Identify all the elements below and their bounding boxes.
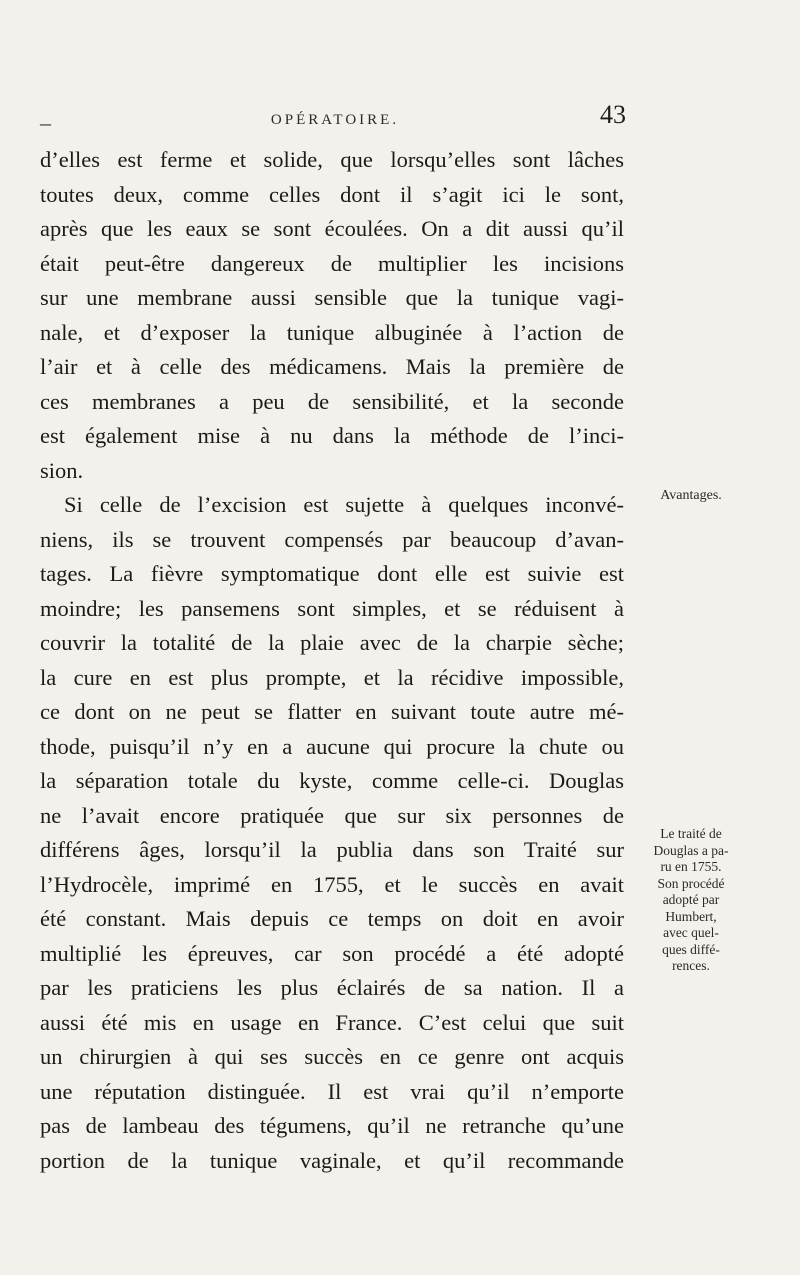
text-line: une réputation distinguée. Il est vrai qu’il n’emporte <box>40 1078 624 1104</box>
text-line: niens, ils se trouvent compensés par beaucoup d’avan- <box>40 526 624 552</box>
text-line: multiplié les épreuves, car son procédé a été adopté <box>40 940 624 966</box>
text-line: portion de la tunique vaginale, et qu’il recommande <box>40 1147 624 1173</box>
text-line: nale, et d’exposer la tunique albuginée à l’action de <box>40 319 624 345</box>
page-number: 43 <box>600 100 626 129</box>
text-line: d’elles est ferme et solide, que lorsqu’elles sont lâches <box>40 147 624 172</box>
text-line: ce dont on ne peut se flatter en suivant toute autre mé- <box>40 699 624 724</box>
text-line: un chirurgien à qui ses succès en ce genre ont acquis <box>40 1044 624 1069</box>
text-line: thode, puisqu’il n’y en a aucune qui procure la chute ou <box>40 733 624 759</box>
text-line: couvrir la totalité de la plaie avec de la charpie sèche; <box>40 630 624 655</box>
paragraph-start-line: Si celle de l’excision est sujette à quelques inconvé- <box>64 492 624 517</box>
text-line: était peut-être dangereux de multiplier les incisions <box>40 250 624 276</box>
text-line: moindre; les pansemens sont simples, et se réduisent à <box>40 595 624 621</box>
margin-note-line: avec quel- <box>663 925 719 940</box>
text-line: la cure en est plus prompte, et la récidive impossible, <box>40 664 624 690</box>
text-line: toutes deux, comme celles dont il s’agit ici le sont, <box>40 181 624 207</box>
text-line: la séparation totale du kyste, comme celle-ci. Douglas <box>40 768 624 793</box>
margin-note-douglas <box>636 826 746 975</box>
text-line: l’air et à celle des médicamens. Mais la première de <box>40 354 624 379</box>
margin-note-line: Douglas a pa- <box>653 842 729 858</box>
text-line: pas de lambeau des tégumens, qu’il ne retranche qu’une <box>40 1113 624 1138</box>
margin-note-line: rences. <box>672 958 710 973</box>
text-line: est également mise à nu dans la méthode de l’inci- <box>40 423 624 448</box>
margin-note-line: adopté par <box>662 892 720 907</box>
running-head <box>40 100 630 136</box>
margin-note-line: Son procédé <box>657 875 725 891</box>
running-title: OPÉRATOIRE. <box>270 112 400 128</box>
body-text <box>40 143 624 1178</box>
text-line: ne l’avait encore pratiquée que sur six personnes de <box>40 802 624 828</box>
text-line: tages. La fièvre symptomatique dont elle est suivie est <box>40 561 624 586</box>
margin-note-advantages: Avantages. <box>660 488 722 503</box>
text-line: sion. <box>40 457 84 483</box>
text-line: sur une membrane aussi sensible que la tunique vagi- <box>40 285 624 310</box>
text-line: ces membranes a peu de sensibilité, et la seconde <box>40 388 624 414</box>
text-line: par les praticiens les plus éclairés de sa nation. Il a <box>40 975 624 1000</box>
text-line: été constant. Mais depuis ce temps on doit en avoir <box>40 906 624 931</box>
text-line: différens âges, lorsqu’il la publia dans son Traité sur <box>40 837 624 862</box>
margin-note-line: ru en 1755. <box>660 859 722 874</box>
text-line: aussi été mis en usage en France. C’est celui que suit <box>40 1009 624 1035</box>
margin-note-line: Humbert, <box>665 908 717 924</box>
margin-note-line: Le traité de <box>660 826 722 841</box>
text-line: l’Hydrocèle, imprimé en 1755, et le succès en avait <box>40 871 624 897</box>
text-line: après que les eaux se sont écoulées. On a dit aussi qu’il <box>40 216 624 241</box>
margin-note-line: ques diffé- <box>662 941 720 957</box>
header-dash: – <box>40 110 51 135</box>
